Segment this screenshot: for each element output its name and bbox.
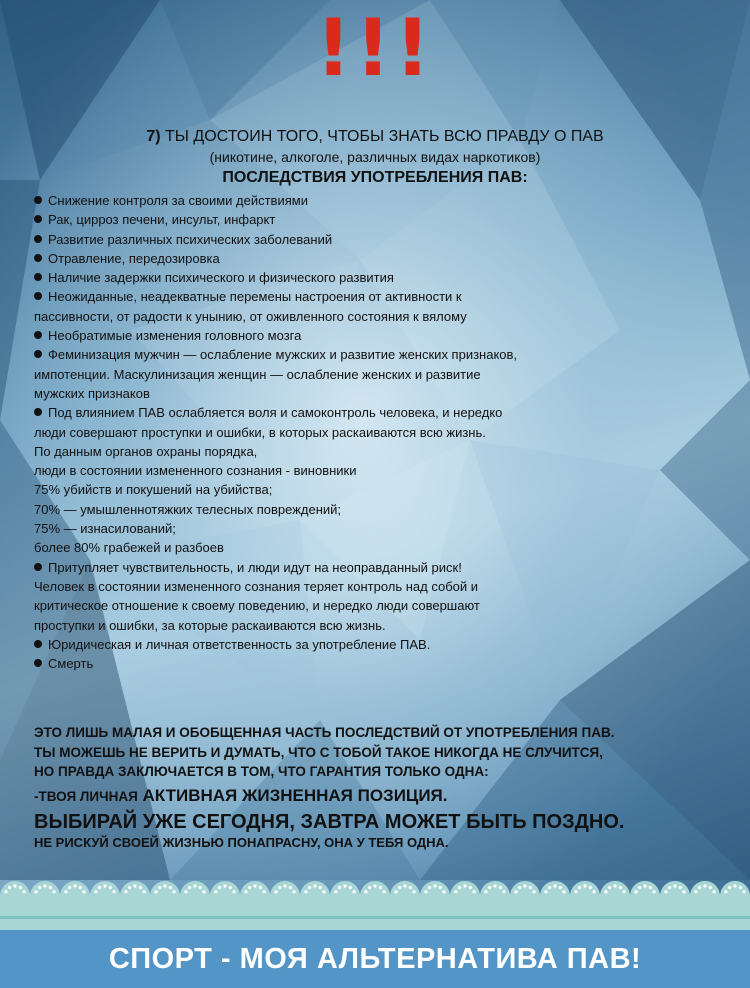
list-item <box>34 365 734 384</box>
list-item <box>34 384 734 403</box>
list-item-text: Феминизация мужчин — ослабление мужских и развитие женских признаков, <box>48 347 518 363</box>
list-item <box>34 596 734 615</box>
closing-line-4 <box>34 785 734 808</box>
list-item-text: люди совершают проступки и ошибки, в которых раскаиваются всю жизнь. <box>34 424 486 440</box>
list-item-text: Под влиянием ПАВ ослабляется воля и самоконтроль человека, и нередко <box>48 405 503 421</box>
list-item-text: Неожиданные, неадекватные перемены настроения от активности к <box>48 289 462 305</box>
closing-line-6: НЕ РИСКУЙ СВОЕЙ ЖИЗНЬЮ ПОНАПРАСНУ, ОНА У ТЕБЯ ОДНА. <box>34 834 449 850</box>
bullet-icon <box>34 331 42 339</box>
bullet-icon <box>34 196 42 204</box>
list-item <box>34 500 734 519</box>
list-item-text: проступки и ошибки, за которые раскаиваются всю жизнь. <box>34 617 386 633</box>
title-text: ТЫ ДОСТОИН ТОГО, ЧТОБЫ ЗНАТЬ ВСЮ ПРАВДУ О ПАВ <box>165 128 604 145</box>
bullet-icon <box>34 273 42 281</box>
list-item <box>34 268 734 287</box>
banner-text: СПОРТ - МОЯ АЛЬТЕРНАТИВА ПАВ! <box>108 942 642 975</box>
list-item-text: Рак, цирроз печени, инсульт, инфаркт <box>48 212 276 228</box>
list-item-text: Снижение контроля за своими действиями <box>48 193 308 208</box>
list-item-text: Человек в состоянии измененного сознания теряет контроль над собой и <box>34 578 479 594</box>
bullet-icon <box>34 292 42 300</box>
exclamation-marks: !!! <box>315 4 435 94</box>
consequences-list <box>34 191 734 673</box>
list-item <box>34 461 734 480</box>
bullet-icon <box>34 350 42 358</box>
list-item <box>34 558 734 577</box>
list-item-text: более 80% грабежей и разбоев <box>34 540 224 556</box>
list-item <box>34 191 734 210</box>
bullet-icon <box>34 235 42 243</box>
subtitle: (никотине, алкоголе, различных видах наркотиков) <box>209 149 541 165</box>
list-item-text: 75% — изнасилований; <box>34 521 176 537</box>
list-item-text: 75% убийств и покушений на убийства; <box>34 482 273 498</box>
list-item <box>34 635 734 654</box>
closing-line-3: НО ПРАВДА ЗАКЛЮЧАЕТСЯ В ТОМ, ЧТО ГАРАНТИЯ ТОЛЬКО ОДНА: <box>34 764 489 779</box>
list-item <box>34 654 734 673</box>
bullet-icon <box>34 254 42 262</box>
bullet-icon <box>34 215 42 223</box>
list-item-text: импотенции. Маскулинизация женщин — ослабление женских и развитие <box>34 366 481 382</box>
list-item-text: критическое отношение к своему поведению, и нередко люди совершают <box>34 598 480 614</box>
list-item <box>34 577 734 596</box>
bullet-icon <box>34 640 42 648</box>
list-item <box>34 423 734 442</box>
title <box>0 128 750 146</box>
consequences-heading: ПОСЛЕДСТВИЯ УПОТРЕБЛЕНИЯ ПАВ: <box>222 169 528 186</box>
closing-line-1: ЭТО ЛИШЬ МАЛАЯ И ОБОБЩЕННАЯ ЧАСТЬ ПОСЛЕДСТВИЙ ОТ УПОТРЕБЛЕНИЯ ПАВ. <box>34 725 615 740</box>
list-item <box>34 519 734 538</box>
list-item <box>34 403 734 422</box>
list-item <box>34 538 734 557</box>
bottom-banner <box>0 930 750 988</box>
list-item-text: Смерть <box>48 656 94 672</box>
list-item-text: Необратимые изменения головного мозга <box>48 328 302 344</box>
list-item-text: Наличие задержки психического и физического развития <box>48 270 394 286</box>
list-item-text: Юридическая и личная ответственность за употребление ПАВ. <box>48 636 431 652</box>
list-item-text: Развитие различных психических заболеваний <box>48 231 333 247</box>
list-item <box>34 326 734 345</box>
list-item <box>34 345 734 364</box>
title-number: 7) <box>146 128 161 145</box>
closing-line-4-emphasis: АКТИВНАЯ ЖИЗНЕННАЯ ПОЗИЦИЯ. <box>142 785 448 805</box>
lace-border <box>0 868 750 936</box>
closing-line-5: ВЫБИРАЙ УЖЕ СЕГОДНЯ, ЗАВТРА МОЖЕТ БЫТЬ ПОЗДНО. <box>34 810 625 833</box>
list-item <box>34 230 734 249</box>
list-item-text: 70% — умышленнотяжких телесных повреждений; <box>34 501 342 517</box>
bullet-icon <box>34 659 42 667</box>
bullet-icon <box>34 563 42 571</box>
list-item <box>34 210 734 229</box>
list-item <box>34 287 734 306</box>
closing-line-4-prefix: -ТВОЯ ЛИЧНАЯ <box>34 788 138 804</box>
list-item-text: люди в состоянии измененного сознания - виновники <box>34 463 357 479</box>
bullet-icon <box>34 408 42 416</box>
list-item-text: Притупляет чувствительность, и люди идут на неоправданный риск! <box>48 559 462 575</box>
list-item-text: мужских признаков <box>34 385 150 401</box>
list-item-text: пассивности, от радости к унынию, от оживленного состояния к вялому <box>34 308 467 324</box>
list-item <box>34 616 734 635</box>
list-item <box>34 480 734 499</box>
list-item <box>34 249 734 268</box>
list-item-text: По данным органов охраны порядка, <box>34 443 258 459</box>
list-item <box>34 442 734 461</box>
list-item <box>34 307 734 326</box>
closing-message <box>34 723 734 852</box>
list-item-text: Отравление, передозировка <box>48 250 220 266</box>
closing-line-2: ТЫ МОЖЕШЬ НЕ ВЕРИТЬ И ДУМАТЬ, ЧТО С ТОБОЙ ТАКОЕ НИКОГДА НЕ СЛУЧИТСЯ, <box>34 744 603 760</box>
